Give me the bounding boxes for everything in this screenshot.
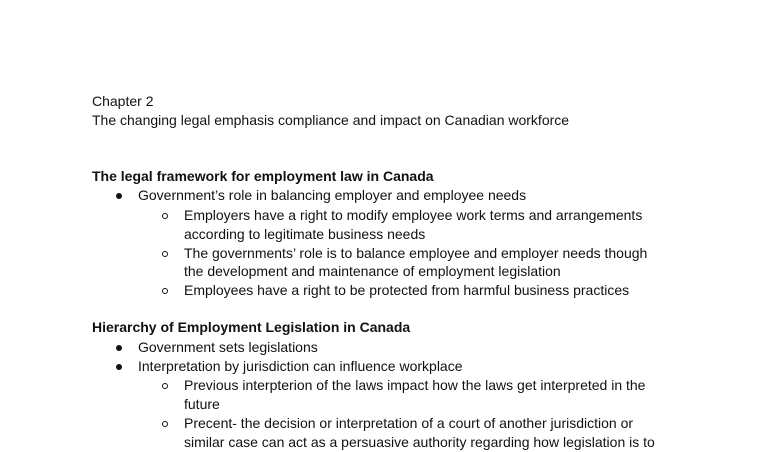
- list-item: Precent- the decision or interpretation of a court of another jurisdiction or: [184, 415, 634, 431]
- section-heading-legal-framework: The legal framework for employment law in Canada: [92, 168, 434, 184]
- bullet-disc-icon: [116, 338, 122, 357]
- list-item: Government’s role in balancing employer and employee needs: [138, 187, 527, 203]
- bullet-circle-icon: [162, 244, 168, 263]
- list-item: Employers have a right to modify employee work terms and arrangements: [184, 207, 643, 223]
- bullet-circle-icon: [162, 414, 168, 433]
- bullet-circle-icon: [162, 376, 168, 395]
- list-item-continuation: future: [184, 396, 220, 412]
- list-item-continuation: according to legitimate business needs: [184, 226, 426, 242]
- bullet-circle-icon: [162, 281, 168, 300]
- list-item: Previous interpterion of the laws impact how the laws get interpreted in the: [184, 377, 646, 393]
- list-item: Interpretation by jurisdiction can influence workplace: [138, 358, 463, 374]
- list-item: Employees have a right to be protected from harmful business practices: [184, 282, 630, 298]
- bullet-disc-icon: [116, 186, 122, 205]
- list-item-continuation: similar case can act as a persuasive authority regarding how legislation is to: [184, 434, 655, 450]
- chapter-subtitle: The changing legal emphasis compliance and impact on Canadian workforce: [92, 112, 570, 128]
- bullet-circle-icon: [162, 206, 168, 225]
- bullet-disc-icon: [116, 357, 122, 376]
- list-item: The governments’ role is to balance employee and employer needs though: [184, 245, 648, 261]
- section-heading-hierarchy: Hierarchy of Employment Legislation in Canada: [92, 319, 411, 335]
- list-item-continuation: the development and maintenance of employment legislation: [184, 263, 561, 279]
- list-item: Government sets legislations: [138, 339, 318, 355]
- chapter-label: Chapter 2: [92, 93, 154, 109]
